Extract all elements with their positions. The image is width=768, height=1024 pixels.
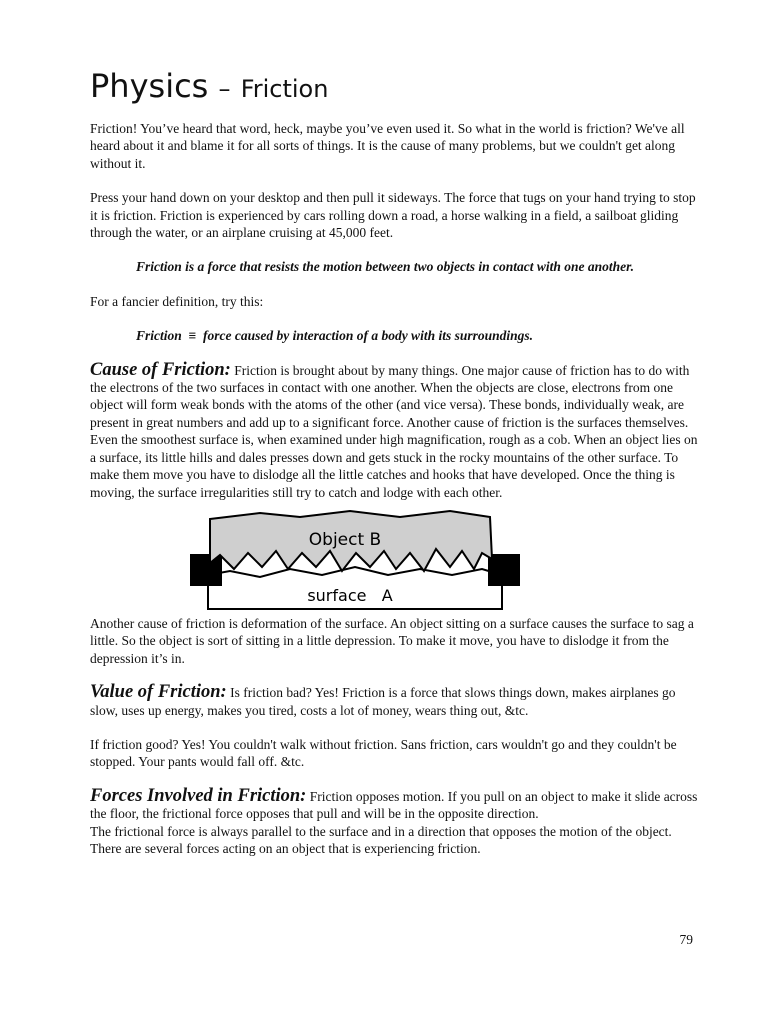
intro-paragraph-1: Friction! You’ve heard that word, heck, maybe you’ve even used it. So what in the world is friction? We've all heard about it and blame it for all sorts of things. It is the cause of many problems, but we couldn't get along without it.	[90, 121, 685, 171]
fancy-definition	[136, 327, 700, 344]
intro-paragraph-2: Press your hand down on your desktop and then pull it sideways. The force that tugs on your hand trying to stop it is friction. Friction is experienced by cars rolling down a road, a horse walking in a field, a sailboat gliding through the water, or an airplane cruising at 45,000 feet.	[90, 190, 696, 241]
deformation-paragraph: Another cause of friction is deformation of the surface. An object sitting on a surface causes the surface to sag a little. So the object is sort of sitting in a little depression. To make it move, you have to dislodge it from the depression it’s in.	[90, 615, 694, 666]
page-content	[90, 67, 700, 857]
left-edge-bar	[190, 554, 222, 586]
page-number: 79	[679, 932, 693, 947]
object-b-label: Object B	[308, 529, 382, 550]
cause-heading: Cause of Friction:	[90, 359, 231, 380]
cause-paragraph	[90, 359, 700, 501]
equivalence-symbol: ≡	[188, 328, 197, 344]
friction-definition: Friction is a force that resists the motion between two objects in contact with one another.	[136, 259, 635, 275]
fancier-definition-intro: For a fancier definition, try this:	[90, 293, 264, 309]
fancy-definition-term: Friction	[136, 328, 182, 344]
forces-text-1: Friction opposes motion. If you pull on an object to make it slide across the floor, the frictional force opposes that pull and will be in the opposite direction.	[90, 788, 698, 822]
title-dash: –	[218, 75, 231, 103]
forces-text-2: The frictional force is always parallel to the surface and in a direction that opposes the motion of the object. There are several forces acting on an object that is experiencing friction.	[90, 823, 672, 856]
value-text: Is friction bad? Yes! Friction is a force that slows things down, makes airplanes go slow, uses up energy, makes you tired, costs a lot of money, wears thing out, &tc.	[90, 685, 676, 718]
fancy-definition-text: force caused by interaction of a body with its surroundings.	[202, 328, 534, 344]
value-heading: Value of Friction:	[90, 682, 227, 703]
value-paragraph	[90, 684, 700, 719]
forces-heading: Forces Involved in Friction:	[90, 785, 307, 806]
cause-text: Friction is brought about by many things. One major cause of friction has to do with the electrons of the two surfaces in contact with one another. When the objects are close, electrons from one object will form weak bonds with the atoms of the other (and vice versa). These bonds, individually weak, are present in great numbers and add up to a significant force. Another cause of friction is the surfaces themselves. Even the smoothest surface is, when examined under high magnification, rough as a cob. When an object lies on a surface, its little hills and dales presses down and gets stuck in the rocky mountains of the other surface. To make them move you have to dislodge all the little catches and hooks that have developed. Once the thing is moving, the surface irregularities still try to catch and lodge with each other.	[90, 362, 698, 500]
forces-paragraph	[90, 785, 700, 858]
friction-surface-diagram	[190, 509, 522, 611]
page-title	[90, 67, 700, 105]
surface-a-label: surface A	[307, 585, 393, 605]
good-paragraph: If friction good? Yes! You couldn't walk without friction. Sans friction, cars wouldn't go and they couldn't be stopped. Your pants would fall off. &tc.	[90, 736, 677, 770]
title-main: Physics	[90, 67, 209, 105]
title-sub: Friction	[240, 75, 329, 103]
